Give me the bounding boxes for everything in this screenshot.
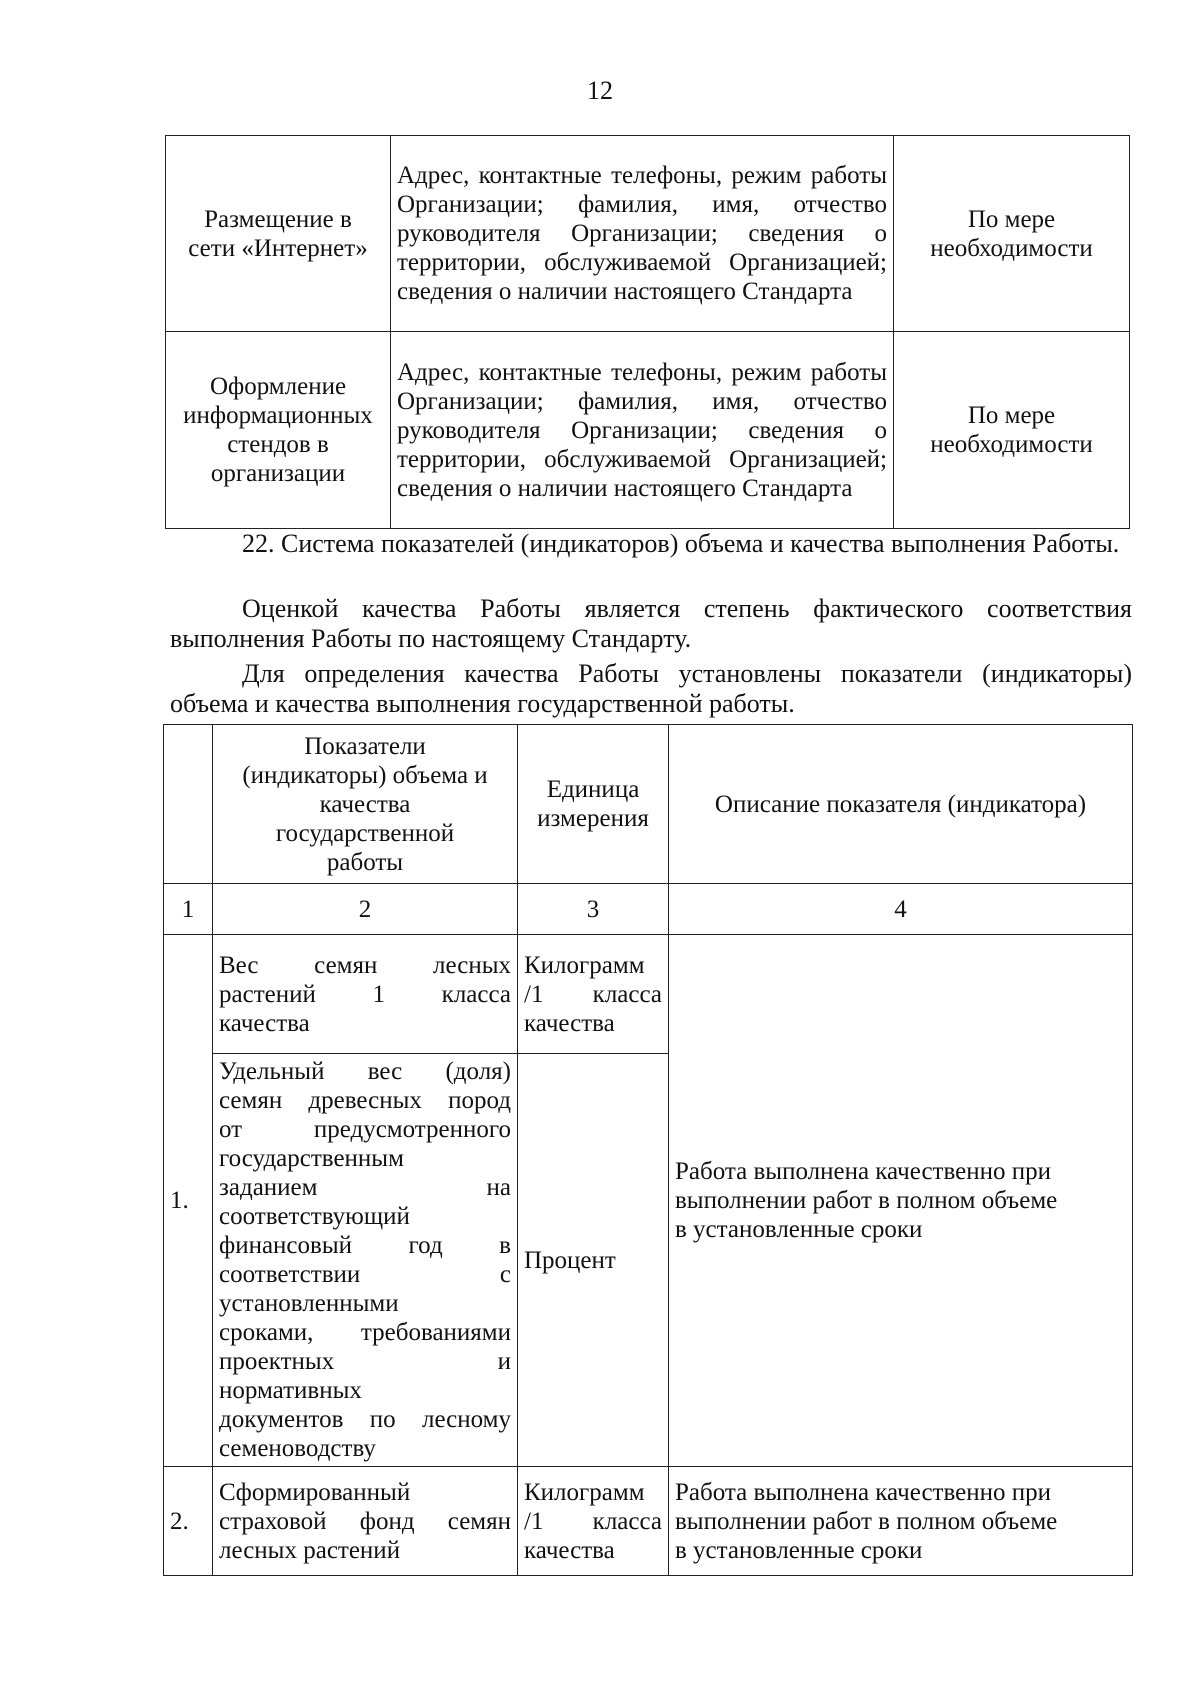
cell-line: растений 1 класса bbox=[219, 980, 511, 1008]
column-number: 3 bbox=[518, 884, 669, 935]
cell-line: заданием на bbox=[219, 1174, 511, 1201]
column-number: 4 bbox=[669, 884, 1133, 935]
cell-line: стендов в bbox=[227, 431, 329, 458]
cell-line: выполнении работ в полном объеме bbox=[675, 1507, 1058, 1535]
cell-line: Вес семян лесных bbox=[219, 951, 511, 979]
indicators-table bbox=[163, 724, 1133, 1576]
cell-line: государственным bbox=[219, 1145, 404, 1172]
cell-line: Удельный вес (доля) bbox=[219, 1058, 511, 1085]
cell-line: качества bbox=[524, 1536, 615, 1564]
cell-line: сроками, требованиями bbox=[219, 1319, 511, 1346]
cell-line: установленными bbox=[219, 1290, 399, 1317]
paragraph-quality-assessment bbox=[170, 594, 1132, 654]
cell-line: проектных и bbox=[219, 1348, 511, 1375]
cell-line: /1 класса bbox=[524, 980, 662, 1008]
cell-line: По мере bbox=[967, 205, 1056, 233]
cell-line: соответствии с bbox=[219, 1261, 511, 1288]
cell-line: документов по лесному bbox=[219, 1406, 511, 1433]
paragraph-section-22 bbox=[170, 529, 1132, 559]
cell-line: семян древесных пород bbox=[219, 1087, 511, 1114]
cell-line: лесных растений bbox=[219, 1536, 401, 1564]
cell-line: Показатели bbox=[304, 732, 426, 760]
cell-line: качества bbox=[524, 1009, 615, 1037]
cell-line: Сформированный bbox=[219, 1478, 411, 1506]
cell-line: По мере bbox=[967, 402, 1056, 429]
cell-line: качества bbox=[219, 1009, 310, 1037]
content-cell: Адрес, контактные телефоны, режим работы Организации; фамилия, имя, отчество руководителя Организации; сведения о территории, обслуживаемой Организацией; сведения о наличии настоящего Стандарта bbox=[391, 136, 894, 332]
paragraph-text: Для определения качества Работы установлены показатели (индикаторы) объема и качества выполнения государственной работы. bbox=[170, 659, 1132, 718]
cell-line: Оформление bbox=[209, 373, 347, 400]
table-row bbox=[166, 136, 1130, 332]
cell-line: работы bbox=[326, 848, 404, 876]
cell-line: /1 класса bbox=[524, 1507, 662, 1535]
description-cell bbox=[669, 1467, 1133, 1576]
cell-line: организации bbox=[210, 460, 346, 487]
cell-line: сети «Интернет» bbox=[188, 234, 368, 262]
cell-line: измерения bbox=[537, 805, 649, 832]
description-cell bbox=[669, 935, 1133, 1467]
indicator-cell bbox=[213, 1054, 518, 1467]
cell-line: необходимости bbox=[930, 431, 1093, 458]
row-number-cell: 2. bbox=[164, 1467, 213, 1576]
header-cell-indicators bbox=[213, 725, 518, 884]
table-header-row bbox=[164, 725, 1133, 884]
cell-line: в установленные сроки bbox=[675, 1216, 923, 1243]
cell-line: в установленные сроки bbox=[675, 1536, 923, 1564]
cell-line: качества bbox=[319, 790, 411, 818]
cell-line: необходимости bbox=[930, 234, 1093, 262]
column-number: 2 bbox=[213, 884, 518, 935]
cell-line: финансовый год в bbox=[219, 1232, 511, 1259]
unit-cell bbox=[518, 935, 669, 1054]
cell-line: информационных bbox=[183, 402, 373, 429]
cell-line: Килограмм bbox=[524, 951, 645, 979]
header-cell-description: Описание показателя (индикатора) bbox=[669, 725, 1133, 884]
header-cell-number bbox=[164, 725, 213, 884]
paragraph-text: Оценкой качества Работы является степень фактического соответствия выполнения Работы по настоящему Стандарту. bbox=[170, 594, 1132, 653]
cell-line: (индикаторы) объема и bbox=[242, 761, 488, 789]
cell-line: соответствующий bbox=[219, 1203, 410, 1230]
cell-line: государственной bbox=[275, 819, 455, 847]
header-cell-unit bbox=[518, 725, 669, 884]
cell-line: Размещение в bbox=[204, 205, 352, 233]
content-cell: Адрес, контактные телефоны, режим работы Организации; фамилия, имя, отчество руководителя Организации; сведения о территории, обслуживаемой Организацией; сведения о наличии настоящего Стандарта bbox=[391, 332, 894, 529]
frequency-cell bbox=[894, 136, 1130, 332]
cell-line: выполнении работ в полном объеме bbox=[675, 1187, 1058, 1214]
cell-line: семеноводству bbox=[219, 1435, 376, 1462]
table-row bbox=[164, 935, 1133, 1054]
information-methods-table bbox=[165, 135, 1130, 529]
paragraph-indicators bbox=[170, 659, 1132, 719]
unit-cell: Процент bbox=[518, 1054, 669, 1467]
cell-line: Работа выполнена качественно при bbox=[675, 1158, 1051, 1185]
column-numbers-row bbox=[164, 884, 1133, 935]
paragraph-text: 22. Система показателей (индикаторов) объема и качества выполнения Работы. bbox=[242, 529, 1120, 558]
page-number: 12 bbox=[587, 76, 613, 105]
table-row bbox=[166, 332, 1130, 529]
cell-line: нормативных bbox=[219, 1377, 362, 1404]
cell-line: страховой фонд семян bbox=[219, 1507, 511, 1535]
row-number-cell: 1. bbox=[164, 935, 213, 1467]
indicator-cell bbox=[213, 935, 518, 1054]
cell-line: от предусмотренного bbox=[219, 1116, 511, 1143]
frequency-cell bbox=[894, 332, 1130, 529]
indicator-cell bbox=[213, 1467, 518, 1576]
cell-line: Единица bbox=[546, 776, 640, 803]
method-cell bbox=[166, 332, 391, 529]
table-row bbox=[164, 1467, 1133, 1576]
unit-cell bbox=[518, 1467, 669, 1576]
column-number: 1 bbox=[164, 884, 213, 935]
cell-line: Килограмм bbox=[524, 1478, 645, 1506]
cell-line: Работа выполнена качественно при bbox=[675, 1478, 1051, 1506]
method-cell bbox=[166, 136, 391, 332]
